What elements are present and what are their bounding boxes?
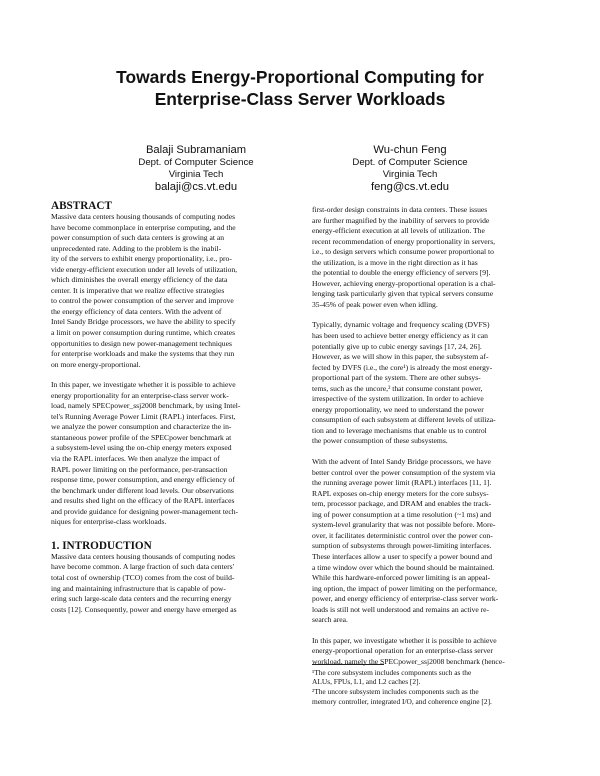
text-line: costs [12]. Consequently, power and energy have emerged as: [51, 604, 237, 614]
text-line: a limit on power consumption during runtime, which creates: [51, 328, 236, 338]
text-line: better control over the power consumption of the system via: [312, 467, 496, 477]
text-line: recent recommendation of energy proportionality in servers,: [312, 236, 496, 246]
text-line: lenging task particularly given that typical servers consume: [312, 289, 494, 299]
text-line: workload, namely the SPECpower_ssj2008 benchmark (hence-: [312, 656, 505, 666]
text-line: energy proportionality for an enterprise-class server work-: [51, 390, 229, 400]
text-line: vide energy-efficient execution under all levels of utilization,: [51, 264, 238, 274]
text-line: RAPL power limiting on the performance, per-transaction: [51, 464, 228, 474]
text-line: proportional part of the system. There are other subsys-: [312, 373, 481, 383]
text-line: However, achieving energy-proportional operation is a chal-: [312, 278, 496, 288]
abstract-heading: ABSTRACT: [51, 200, 112, 212]
author-block: [96, 144, 296, 194]
text-line: for enterprise workloads and make the systems that they run: [51, 349, 235, 359]
text-line: loads is still not well understood and remains an active re-: [312, 604, 490, 614]
abstract-paragraph: [51, 212, 293, 370]
body-paragraph: [312, 320, 554, 447]
text-line: to control the power consumption of the server and improve: [51, 296, 234, 306]
text-line: consumption of each subsystem at different levels of utiliza-: [312, 415, 496, 425]
text-line: Typically, dynamic voltage and frequency scaling (DVFS): [312, 320, 490, 330]
text-line: power, and energy efficiency of enterprise-class server work-: [312, 594, 499, 604]
text-line: response time, power consumption, and energy efficiency of: [51, 475, 235, 485]
title-line: Towards Energy-Proportional Computing for: [116, 67, 484, 87]
text-line: ²The uncore subsystem includes components such as the: [312, 687, 479, 697]
text-line: opportunities to design new power-management techniques: [51, 338, 232, 348]
text-line: stantaneous power profile of the SPECpower benchmark at: [51, 432, 232, 442]
body-paragraph: [312, 457, 554, 626]
text-line: and results shed light on the efficacy of the RAPL interfaces: [51, 496, 235, 506]
author-email: feng@cs.vt.edu: [371, 181, 449, 193]
text-line: the running average power limit (RAPL) interfaces [11, 1].: [312, 478, 492, 488]
text-line: ering such large-scale data centers and the recurring energy: [51, 594, 232, 604]
text-line: memory controller, integrated I/O, and coherence engine [2].: [312, 696, 492, 706]
text-line: the benchmark under different load levels. Our observations: [51, 485, 234, 495]
text-line: center. It is imperative that we realize effective strategies: [51, 285, 225, 295]
author-department: Dept. of Computer Science: [138, 157, 254, 168]
text-line: are further magnified by the inability of servers to provide: [312, 215, 490, 225]
text-line: total cost of ownership (TCO) comes from the cost of build-: [51, 572, 235, 582]
abstract-paragraph: [51, 380, 293, 528]
text-line: energy-efficient execution at all levels of utilization. The: [312, 226, 485, 236]
text-line: ¹The core subsystem includes components such as the: [312, 668, 472, 677]
paper-title: [40, 66, 560, 110]
author-department: Dept. of Computer Science: [352, 157, 468, 168]
body-paragraph: [312, 205, 554, 310]
text-line: first-order design constraints in data centers. These issues: [312, 205, 488, 214]
text-line: RAPL exposes on-chip energy meters for the core subsys-: [312, 488, 489, 498]
text-line: niques for enterprise-class workloads.: [51, 517, 167, 527]
text-line: sumption of subsystems through power-limiting interfaces.: [312, 541, 492, 551]
text-line: ing option, the impact of power limiting on the performance,: [312, 583, 497, 593]
right-column: [312, 205, 554, 667]
text-line: energy-proportional operation for an enterprise-class server: [312, 646, 493, 656]
text-line: the energy efficiency of data centers. With the advent of: [51, 306, 222, 316]
footnote-rule: [312, 664, 384, 665]
footnote: [312, 668, 554, 686]
text-line: ity of the servers to exhibit energy proportionality, i.e., pro-: [51, 254, 232, 264]
text-line: energy proportionality, we need to understand the power: [312, 404, 484, 414]
author-name: Wu-chun Feng: [373, 144, 447, 156]
text-line: ing of power consumption at a time resolution (~1 ms) and: [312, 509, 492, 519]
text-line: potentially give up to cubic energy savings [17, 24, 26].: [312, 341, 482, 351]
text-line: the potential to double the energy efficiency of servers [9].: [312, 268, 491, 278]
text-line: tel's Running Average Power Limit (RAPL) interfaces. First,: [51, 411, 236, 421]
text-line: we analyze the power consumption and characterize the in-: [51, 422, 232, 432]
text-line: have become commonplace in enterprise computing, and the: [51, 222, 236, 232]
text-line: With the advent of Intel Sandy Bridge processors, we have: [312, 457, 491, 467]
text-line: While this hardware-enforced power limiting is an appeal-: [312, 573, 491, 583]
text-line: Massive data centers housing thousands of computing nodes: [51, 551, 236, 561]
text-line: These interfaces allow a user to specify a power bound and: [312, 551, 493, 561]
text-line: power consumption of such data centers is growing at an: [51, 233, 225, 243]
footnotes: [312, 664, 554, 707]
left-column: [51, 200, 293, 615]
text-line: tems, such as the uncore,² that consume constant power,: [312, 383, 483, 393]
text-line: In this paper, we investigate whether it is possible to achieve: [312, 635, 497, 645]
text-line: i.e., to design servers which consume power proportional to: [312, 247, 494, 257]
introduction-paragraph: [51, 552, 293, 615]
text-line: and provide guidance for designing power-management tech-: [51, 506, 239, 516]
text-line: load, namely SPECpower_ssj2008 benchmark, by using Intel-: [51, 401, 241, 411]
text-line: on more energy-proportional.: [51, 359, 141, 369]
footnote: [312, 687, 554, 705]
text-line: ing and maintaining infrastructure that is capable of pow-: [51, 583, 226, 593]
text-line: has been used to achieve better energy efficiency as it can: [312, 331, 488, 341]
text-line: over, it facilitates deterministic control over the power con-: [312, 530, 493, 540]
author-block: [310, 144, 510, 194]
text-line: 35-45% of peak power even when idling.: [312, 299, 438, 309]
text-line: the power consumption of these subsystems.: [312, 436, 448, 446]
text-line: via the RAPL interfaces. We then analyze the impact of: [51, 454, 220, 464]
text-line: unprecedented rate. Adding to the problem is the inabil-: [51, 243, 222, 253]
text-line: However, as we will show in this paper, the subsystem af-: [312, 352, 489, 362]
text-line: fected by DVFS (i.e., the core¹) is already the most energy-: [312, 362, 493, 372]
text-line: system-level granularity that was not possible before. More-: [312, 520, 496, 530]
author-email: balaji@cs.vt.edu: [154, 181, 238, 193]
text-line: a time window over which the bound should be maintained.: [312, 562, 495, 572]
text-line: have become common. A large fraction of such data centers': [51, 562, 234, 572]
text-line: search area.: [312, 615, 348, 625]
text-line: Intel Sandy Bridge processors, we have the ability to specify: [51, 317, 236, 327]
text-line: Massive data centers housing thousands of computing nodes: [51, 212, 236, 221]
body-paragraph: [312, 636, 554, 668]
text-line: tion and to leverage mechanisms that enable us to control: [312, 425, 487, 435]
text-line: which diminishes the overall energy efficiency of the data: [51, 275, 228, 285]
title-line: Enterprise-Class Server Workloads: [154, 89, 446, 109]
author-institution: Virginia Tech: [382, 169, 438, 180]
author-name: Balaji Subramaniam: [145, 144, 247, 156]
text-line: tem, processor package, and DRAM and enables the track-: [312, 499, 492, 509]
author-institution: Virginia Tech: [168, 169, 224, 180]
introduction-heading: 1. INTRODUCTION: [51, 539, 152, 552]
text-line: a subsystem-level using the on-chip energy meters exposed: [51, 443, 232, 453]
text-line: In this paper, we investigate whether it is possible to achieve: [51, 380, 236, 390]
text-line: the utilization, is a move in the right direction as it has: [312, 257, 478, 267]
text-line: ALUs, FPUs, L1, and L2 caches [2].: [312, 677, 421, 687]
text-line: irrespective of the system utilization. In order to achieve: [312, 394, 484, 404]
